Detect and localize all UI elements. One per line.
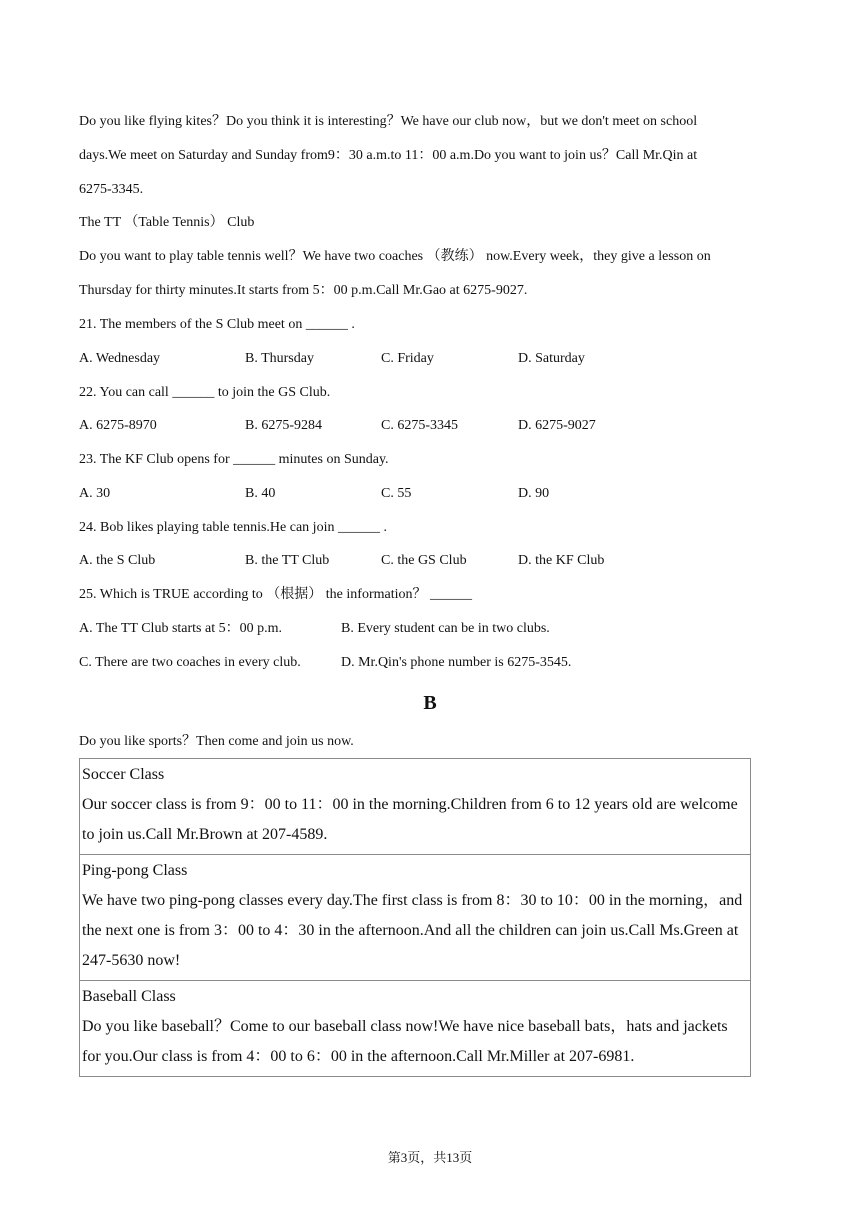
soccer-class-cell <box>80 759 751 855</box>
ping-pong-class-cell <box>80 855 751 981</box>
question-25-option-c[interactable]: C. There are two coaches in every club. <box>79 655 301 670</box>
question-24-stem: 24. Bob likes playing table tennis.He can join ______ . <box>79 520 387 535</box>
question-21-option-b[interactable]: B. Thursday <box>245 351 314 366</box>
question-23-stem: 23. The KF Club opens for ______ minutes on Sunday. <box>79 452 389 467</box>
page-number-footer: 第3页，共13页 <box>387 1150 473 1165</box>
question-25-option-b[interactable]: B. Every student can be in two clubs. <box>341 621 550 636</box>
soccer-class-body: Our soccer class is from 9：00 to 11：00 in the morning.Children from 6 to 12 years old are welcome to join us.Call Mr.Brown at 207-4589. <box>82 796 738 843</box>
question-23-option-d[interactable]: D. 90 <box>518 486 550 501</box>
table-row <box>80 981 751 1077</box>
baseball-class-body: Do you like baseball？Come to our baseball class now!We have nice baseball bats，hats and jackets for you.Our class is from 4：00 to 6：00 in the afternoon.Call Mr.Miller at 207-6981. <box>82 1018 728 1065</box>
question-25-stem: 25. Which is TRUE according to （根据） the information？ ______ <box>79 587 472 602</box>
baseball-class-title: Baseball Class <box>82 988 176 1005</box>
question-22-option-d[interactable]: D. 6275-9027 <box>518 418 596 433</box>
question-25-option-a[interactable]: A. The TT Club starts at 5：00 p.m. <box>79 621 282 636</box>
question-21-option-a[interactable]: A. Wednesday <box>79 351 161 366</box>
ping-pong-class-body: We have two ping-pong classes every day.The first class is from 8：30 to 10：00 in the morning，and the next one is from 3：00 to 4：30 in the afternoon.And all the children can join us.Call Ms.Green at 247-5630 now! <box>82 892 743 969</box>
sports-classes-table <box>79 758 751 1077</box>
question-22-option-b[interactable]: B. 6275-9284 <box>245 418 322 433</box>
question-24-option-b[interactable]: B. the TT Club <box>245 553 330 568</box>
tt-club-title: The TT （Table Tennis） Club <box>79 215 255 230</box>
question-22-stem: 22. You can call ______ to join the GS Club. <box>79 385 331 400</box>
section-b-intro: Do you like sports？Then come and join us now. <box>79 734 354 749</box>
question-24-option-c[interactable]: C. the GS Club <box>381 553 467 568</box>
question-22-option-c[interactable]: C. 6275-3345 <box>381 418 458 433</box>
ping-pong-class-title: Ping-pong Class <box>82 862 188 879</box>
tt-club-line-2: Thursday for thirty minutes.It starts from 5：00 p.m.Call Mr.Gao at 6275-9027. <box>79 283 528 298</box>
question-24-option-a[interactable]: A. the S Club <box>79 553 156 568</box>
kf-club-line-3: 6275-3345. <box>79 182 144 197</box>
table-row <box>80 855 751 981</box>
question-21-option-c[interactable]: C. Friday <box>381 351 434 366</box>
section-b-heading: B <box>423 692 437 714</box>
baseball-class-cell <box>80 981 751 1077</box>
question-25-option-d[interactable]: D. Mr.Qin's phone number is 6275-3545. <box>341 655 572 670</box>
question-23-option-b[interactable]: B. 40 <box>245 486 276 501</box>
question-21-option-d[interactable]: D. Saturday <box>518 351 585 366</box>
question-24-option-d[interactable]: D. the KF Club <box>518 553 605 568</box>
question-21-stem: 21. The members of the S Club meet on ______ . <box>79 317 355 332</box>
soccer-class-title: Soccer Class <box>82 766 165 783</box>
tt-club-line-1: Do you want to play table tennis well？We have two coaches （教练） now.Every week，they give a lesson on <box>79 249 711 264</box>
question-23-option-c[interactable]: C. 55 <box>381 486 412 501</box>
question-23-option-a[interactable]: A. 30 <box>79 486 111 501</box>
question-22-option-a[interactable]: A. 6275-8970 <box>79 418 157 433</box>
kf-club-line-2: days.We meet on Saturday and Sunday from9：30 a.m.to 11：00 a.m.Do you want to join us？Call Mr.Qin at <box>79 148 698 163</box>
kf-club-line-1: Do you like flying kites？Do you think it is interesting？We have our club now，but we don't meet on school <box>79 114 698 129</box>
table-row <box>80 759 751 855</box>
